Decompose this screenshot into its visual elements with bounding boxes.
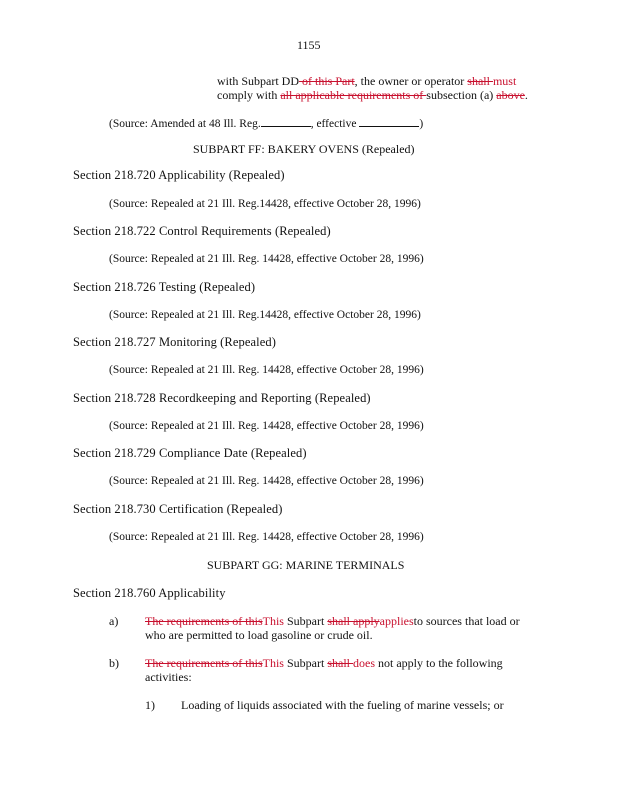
source-prefix: (Source: Amended at 48 Ill. Reg.	[109, 118, 261, 130]
inserted-text: This	[262, 614, 284, 628]
inserted-text: must	[492, 74, 517, 88]
section-heading: Section 218.726 Testing (Repealed)	[73, 280, 256, 294]
inserted-text: applies	[379, 614, 414, 628]
carryover-line-2	[217, 88, 528, 102]
item-b1-text: Loading of liquids associated with the fueling of marine vessels; or	[181, 698, 504, 712]
text: , the owner or operator	[354, 74, 468, 88]
source-suffix: )	[419, 118, 424, 130]
section-source: (Source: Repealed at 21 Ill. Reg. 14428, effective October 28, 1996)	[109, 475, 424, 487]
text: with Subpart DD	[217, 74, 299, 88]
section-heading: Section 218.730 Certification (Repealed)	[73, 502, 283, 516]
text: .	[524, 88, 528, 102]
carryover-line-1	[217, 74, 516, 88]
text: Subpart	[283, 614, 328, 628]
inserted-text: does	[353, 656, 375, 670]
section-heading: Section 218.729 Compliance Date (Repealed)	[73, 446, 307, 460]
section-source: (Source: Repealed at 21 Ill. Reg.14428, effective October 28, 1996)	[109, 198, 421, 210]
inserted-text: This	[262, 656, 284, 670]
deleted-text: shall apply	[327, 614, 380, 628]
section-source: (Source: Repealed at 21 Ill. Reg. 14428, effective October 28, 1996)	[109, 253, 424, 265]
section-source: (Source: Repealed at 21 Ill. Reg. 14428, effective October 28, 1996)	[109, 531, 424, 543]
deleted-text: above	[496, 88, 525, 102]
section-source: (Source: Repealed at 21 Ill. Reg. 14428, effective October 28, 1996)	[109, 420, 424, 432]
blank-line	[359, 115, 419, 127]
deleted-text: of this Part	[299, 74, 355, 88]
section-source: (Source: Repealed at 21 Ill. Reg.14428, effective October 28, 1996)	[109, 309, 421, 321]
text: comply with	[217, 88, 281, 102]
deleted-text: shall	[467, 74, 493, 88]
deleted-text: all applicable requirements of	[280, 88, 427, 102]
source-mid: , effective	[310, 118, 360, 130]
deleted-text: The requirements of this	[145, 656, 263, 670]
deleted-text: The requirements of this	[145, 614, 263, 628]
section-heading: Section 218.722 Control Requirements (Repealed)	[73, 224, 331, 238]
text: to sources that load or	[413, 614, 520, 628]
section-heading: Section 218.727 Monitoring (Repealed)	[73, 335, 276, 349]
text: Subpart	[283, 656, 328, 670]
page-number: 1155	[297, 38, 321, 52]
section-heading: Section 218.728 Recordkeeping and Reporting (Repealed)	[73, 391, 371, 405]
item-a-line-1	[145, 614, 520, 628]
deleted-text: shall	[327, 656, 353, 670]
item-label: b)	[109, 656, 119, 670]
section-heading: Section 218.760 Applicability	[73, 586, 226, 600]
item-label: a)	[109, 614, 119, 628]
item-a-line-2: who are permitted to load gasoline or crude oil.	[145, 628, 373, 642]
subpart-ff-heading: SUBPART FF: BAKERY OVENS (Repealed)	[193, 142, 415, 156]
source-amended	[109, 115, 423, 131]
item-b-line-2: activities:	[145, 670, 192, 684]
section-heading: Section 218.720 Applicability (Repealed)	[73, 168, 285, 182]
blank-line	[261, 115, 311, 127]
text: not apply to the following	[375, 656, 503, 670]
subpart-gg-heading: SUBPART GG: MARINE TERMINALS	[207, 558, 405, 572]
item-b-line-1	[145, 656, 503, 670]
text: subsection (a)	[426, 88, 497, 102]
item-label: 1)	[145, 698, 155, 712]
section-source: (Source: Repealed at 21 Ill. Reg. 14428, effective October 28, 1996)	[109, 364, 424, 376]
